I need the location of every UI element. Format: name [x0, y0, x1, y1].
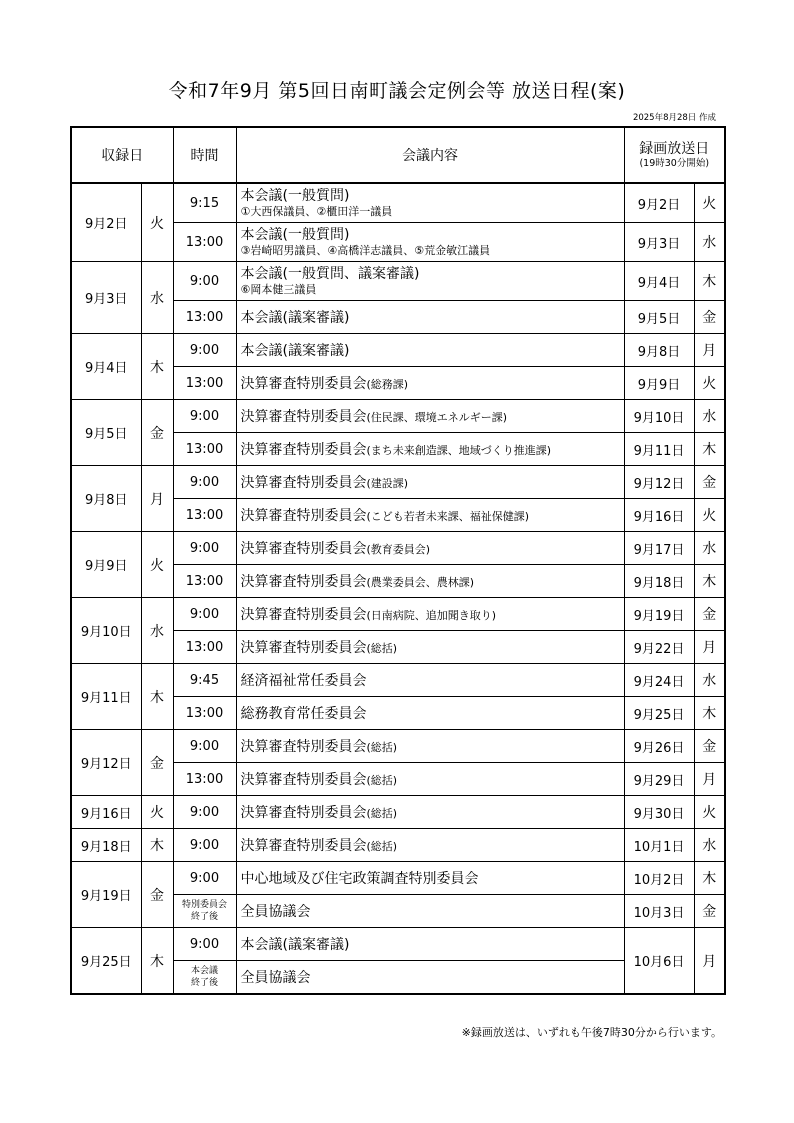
meeting-title: 総務教育常任委員会 [240, 706, 367, 722]
time-cell: 9:00 [173, 334, 236, 367]
time-note-line: 特別委員会 [181, 900, 227, 910]
broadcast-date: 9月24日 [624, 664, 694, 697]
broadcast-date: 9月3日 [624, 223, 694, 262]
broadcast-date: 9月29日 [624, 763, 694, 796]
meeting-content [236, 631, 624, 664]
meeting-title: 経済福祉常任委員会 [240, 673, 367, 689]
time-cell: 13:00 [173, 223, 236, 262]
meeting-note: (総括) [366, 807, 398, 820]
meeting-content [236, 763, 624, 796]
broadcast-date: 9月30日 [624, 796, 694, 829]
record-weekday: 木 [141, 829, 173, 862]
record-date: 9月10日 [71, 598, 141, 664]
record-date: 9月12日 [71, 730, 141, 796]
meeting-note: (総括) [366, 741, 398, 754]
broadcast-weekday: 木 [694, 697, 725, 730]
broadcast-date: 9月16日 [624, 499, 694, 532]
meeting-title: 本会議(一般質問、議案審議) [240, 266, 420, 282]
time-cell: 13:00 [173, 367, 236, 400]
meeting-note: (総括) [366, 774, 398, 787]
record-date: 9月2日 [71, 183, 141, 262]
record-weekday: 木 [141, 928, 173, 995]
record-weekday: 木 [141, 334, 173, 400]
broadcast-weekday: 水 [694, 829, 725, 862]
broadcast-date: 9月17日 [624, 532, 694, 565]
time-cell: 13:00 [173, 697, 236, 730]
broadcast-date: 9月25日 [624, 697, 694, 730]
record-weekday: 金 [141, 400, 173, 466]
table-row [71, 262, 725, 301]
meeting-content [236, 433, 624, 466]
meeting-content [236, 598, 624, 631]
record-date: 9月8日 [71, 466, 141, 532]
meeting-title: 決算審査特別委員会 [240, 475, 367, 491]
record-date: 9月5日 [71, 400, 141, 466]
time-note-line: 終了後 [190, 978, 218, 988]
time-cell: 9:00 [173, 598, 236, 631]
table-row [71, 598, 725, 631]
record-weekday: 木 [141, 664, 173, 730]
meeting-members: ①大西保議員、②櫃田洋一議員 [240, 205, 393, 218]
record-weekday: 月 [141, 466, 173, 532]
meeting-content [236, 223, 624, 262]
meeting-note: (総括) [366, 642, 398, 655]
broadcast-weekday: 水 [694, 400, 725, 433]
table-row [71, 796, 725, 829]
meeting-note: (日南病院、追加聞き取り) [366, 609, 497, 622]
meeting-title: 決算審査特別委員会 [240, 739, 367, 755]
meeting-title: 全員協議会 [240, 904, 311, 920]
record-date: 9月18日 [71, 829, 141, 862]
meeting-note: (建設課) [366, 477, 409, 490]
meeting-title: 決算審査特別委員会 [240, 640, 367, 656]
table-row [71, 400, 725, 433]
time-cell: 13:00 [173, 631, 236, 664]
meeting-title: 決算審査特別委員会 [240, 805, 367, 821]
meeting-content [236, 532, 624, 565]
time-cell: 9:00 [173, 466, 236, 499]
broadcast-date: 9月5日 [624, 301, 694, 334]
page-title: 令和7年9月 第5回日南町議会定例会等 放送日程(案) [168, 80, 626, 102]
meeting-title: 本会議(一般質問) [240, 188, 350, 204]
header-time: 時間 [173, 127, 236, 183]
table-row [71, 183, 725, 223]
header-broadcast-label: 録画放送日 [639, 141, 710, 157]
time-cell: 9:45 [173, 664, 236, 697]
broadcast-weekday: 金 [694, 895, 725, 928]
record-weekday: 金 [141, 730, 173, 796]
record-weekday: 火 [141, 532, 173, 598]
broadcast-date: 9月2日 [624, 183, 694, 223]
broadcast-date: 9月26日 [624, 730, 694, 763]
meeting-content [236, 697, 624, 730]
meeting-content [236, 961, 624, 995]
broadcast-weekday: 月 [694, 928, 725, 995]
meeting-title: 本会議(議案審議) [240, 310, 350, 326]
broadcast-date: 9月9日 [624, 367, 694, 400]
time-cell: 9:15 [173, 183, 236, 223]
time-cell: 13:00 [173, 499, 236, 532]
record-weekday: 火 [141, 796, 173, 829]
meeting-content [236, 928, 624, 961]
broadcast-weekday: 水 [694, 532, 725, 565]
time-cell [173, 895, 236, 928]
time-cell: 9:00 [173, 730, 236, 763]
meeting-content [236, 466, 624, 499]
record-weekday: 水 [141, 598, 173, 664]
header-record-date: 収録日 [71, 127, 173, 183]
broadcast-date: 9月8日 [624, 334, 694, 367]
record-date: 9月9日 [71, 532, 141, 598]
meeting-title: 決算審査特別委員会 [240, 442, 367, 458]
record-weekday: 水 [141, 262, 173, 334]
broadcast-weekday: 金 [694, 598, 725, 631]
time-cell: 9:00 [173, 796, 236, 829]
table-row [71, 532, 725, 565]
meeting-title: 決算審査特別委員会 [240, 838, 367, 854]
schedule-table [70, 126, 726, 995]
meeting-members: ⑥岡本健三議員 [240, 283, 317, 296]
broadcast-date: 10月3日 [624, 895, 694, 928]
meeting-title: 決算審査特別委員会 [240, 772, 367, 788]
meeting-content [236, 262, 624, 301]
record-weekday: 火 [141, 183, 173, 262]
record-weekday: 金 [141, 862, 173, 928]
meeting-title: 全員協議会 [240, 970, 311, 986]
broadcast-date: 10月6日 [624, 928, 694, 995]
broadcast-date: 9月4日 [624, 262, 694, 301]
meeting-title: 本会議(議案審議) [240, 937, 350, 953]
time-note-line: 終了後 [190, 912, 218, 922]
broadcast-weekday: 木 [694, 433, 725, 466]
record-date: 9月11日 [71, 664, 141, 730]
meeting-title: 決算審査特別委員会 [240, 409, 367, 425]
broadcast-date: 10月2日 [624, 862, 694, 895]
broadcast-date: 9月10日 [624, 400, 694, 433]
table-row [71, 862, 725, 895]
meeting-content [236, 895, 624, 928]
broadcast-weekday: 火 [694, 367, 725, 400]
time-cell: 9:00 [173, 862, 236, 895]
footnote: ※録画放送は、いずれも午後7時30分から行います。 [461, 1026, 722, 1039]
header-row [71, 127, 725, 183]
broadcast-date: 9月18日 [624, 565, 694, 598]
broadcast-weekday: 月 [694, 334, 725, 367]
time-cell: 13:00 [173, 565, 236, 598]
broadcast-date: 9月19日 [624, 598, 694, 631]
broadcast-weekday: 月 [694, 631, 725, 664]
record-date: 9月25日 [71, 928, 141, 995]
time-cell: 9:00 [173, 400, 236, 433]
meeting-title: 決算審査特別委員会 [240, 541, 367, 557]
table-row [71, 466, 725, 499]
meeting-note: (農業委員会、農林課) [366, 576, 475, 589]
meeting-members: ③岩崎昭男議員、④高橋洋志議員、⑤荒金敏江議員 [240, 244, 491, 257]
meeting-title: 決算審査特別委員会 [240, 607, 367, 623]
meeting-content [236, 796, 624, 829]
broadcast-date: 9月12日 [624, 466, 694, 499]
meeting-note: (総務課) [366, 378, 409, 391]
broadcast-date: 9月11日 [624, 433, 694, 466]
meeting-title: 本会議(一般質問) [240, 227, 350, 243]
meeting-content [236, 664, 624, 697]
meeting-content [236, 367, 624, 400]
meeting-title: 決算審査特別委員会 [240, 508, 367, 524]
time-cell: 9:00 [173, 829, 236, 862]
record-date: 9月4日 [71, 334, 141, 400]
broadcast-weekday: 月 [694, 763, 725, 796]
broadcast-weekday: 木 [694, 565, 725, 598]
table-row [71, 928, 725, 961]
meeting-content [236, 400, 624, 433]
table-row [71, 829, 725, 862]
broadcast-weekday: 水 [694, 223, 725, 262]
broadcast-weekday: 金 [694, 466, 725, 499]
header-content: 会議内容 [236, 127, 624, 183]
time-cell: 9:00 [173, 262, 236, 301]
meeting-content [236, 565, 624, 598]
schedule-body [71, 183, 725, 994]
record-date: 9月16日 [71, 796, 141, 829]
meeting-content [236, 334, 624, 367]
header-broadcast-note: (19時30分開始) [639, 158, 710, 169]
time-cell: 9:00 [173, 532, 236, 565]
meeting-title: 決算審査特別委員会 [240, 376, 367, 392]
meeting-content [236, 829, 624, 862]
meeting-note: (こども若者未来課、福祉保健課) [366, 510, 530, 523]
meeting-note: (住民課、環境エネルギー課) [366, 411, 508, 424]
table-row [71, 730, 725, 763]
meeting-content [236, 183, 624, 223]
broadcast-weekday: 金 [694, 301, 725, 334]
meeting-content [236, 730, 624, 763]
broadcast-weekday: 火 [694, 796, 725, 829]
record-date: 9月3日 [71, 262, 141, 334]
meeting-title: 決算審査特別委員会 [240, 574, 367, 590]
broadcast-date: 10月1日 [624, 829, 694, 862]
broadcast-weekday: 火 [694, 183, 725, 223]
broadcast-weekday: 木 [694, 862, 725, 895]
meeting-content [236, 301, 624, 334]
time-note-line: 本会議 [190, 966, 218, 976]
meeting-note: (総括) [366, 840, 398, 853]
table-row [71, 664, 725, 697]
time-cell: 13:00 [173, 763, 236, 796]
time-cell [173, 961, 236, 995]
broadcast-weekday: 火 [694, 499, 725, 532]
time-cell: 9:00 [173, 928, 236, 961]
record-date: 9月19日 [71, 862, 141, 928]
broadcast-weekday: 木 [694, 262, 725, 301]
broadcast-weekday: 水 [694, 664, 725, 697]
meeting-content [236, 499, 624, 532]
meeting-content [236, 862, 624, 895]
broadcast-date: 9月22日 [624, 631, 694, 664]
time-cell: 13:00 [173, 301, 236, 334]
header-broadcast-date [624, 127, 725, 183]
table-row [71, 334, 725, 367]
meeting-note: (まち未来創造課、地域づくり推進課) [366, 444, 552, 457]
meeting-note: (教育委員会) [366, 543, 431, 556]
created-date: 2025年8月28日 作成 [632, 113, 716, 123]
meeting-title: 本会議(議案審議) [240, 343, 350, 359]
time-cell: 13:00 [173, 433, 236, 466]
meeting-title: 中心地域及び住宅政策調査特別委員会 [240, 871, 479, 887]
broadcast-weekday: 金 [694, 730, 725, 763]
